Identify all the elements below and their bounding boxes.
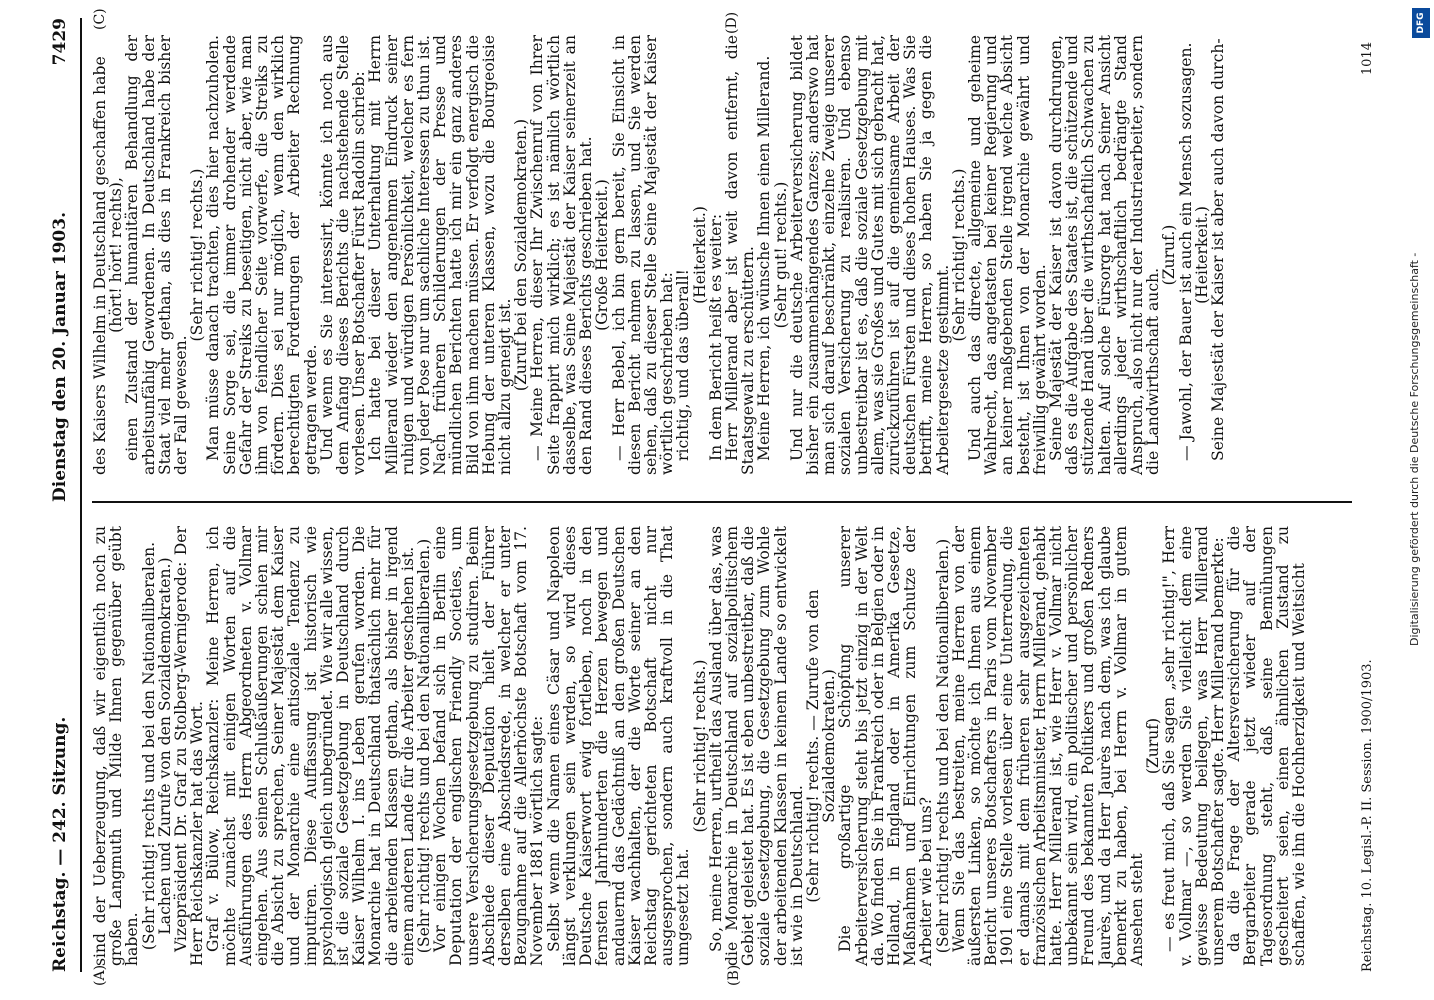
margin-marker-b: (B) <box>726 964 742 986</box>
quotation: Selbst wenn die Namen eines Cäsar und Napoleon längst verklungen sein werden, so wird dieses Deutsche Kaiserwort ewig fortleben, noch in den fernsten Jahrhunderten die Herzen bewegen und andauernd das Gedächtniß an den großen Deutschen Kaiser wachhalten, der die Worte seiner an den Reichstag gerichteten Botschaft nicht nur ausgesprochen, sondern auch kraftvoll in die That umgesetzt hat. <box>544 526 693 966</box>
right-column <box>92 35 1226 475</box>
interjection: (hört! hört! rechts), <box>107 177 126 333</box>
paragraph: Seine Majestät der Kaiser ist aber auch davon durch- <box>1209 38 1228 461</box>
quotation: Ich hatte bei dieser Unterhaltung mit Herrn Millerand wieder den angenehmen Eindruck seiner ruhigen und würdigen Persönlichkeit, welcher es fern von jeder Pose nur um sachliche Interessen zu thun ist. Nach früheren Schilderungen der Presse und mündlichen Berichten hatte ich mir ein ganz anderes Bild von ihm machen müssen. Er verfolgt energisch die Hebung der unteren Klassen, wozu die Bourgeoisie nicht allzu geneigt ist. <box>366 35 515 475</box>
interjection: (Sehr richtig! rechts. — Zurufe von den Sozialdemokraten.) <box>803 589 839 903</box>
dfg-logo-text: DFG <box>1416 12 1426 34</box>
interjection: (Heiterkeit.) <box>690 206 709 304</box>
paragraph: — Meine Herren, dieser Ihr Zwischenruf von Ihrer Seite frappirt mich wirklich; es ist nämlich wörtlich dasselbe, was Seine Majestät der Kaiser seinerzeit an den Rand dieses Berichts geschrieben hat. <box>528 35 596 475</box>
interjection: (Sehr richtig! rechts.) <box>188 168 207 342</box>
interjection: (Zuruf) <box>1144 717 1163 775</box>
column-divider <box>92 501 1352 503</box>
paragraph: Vizepräsident Dr. Graf zu Stolberg-Wernigerode: Der Herr Reichskanzler hat das Wort. <box>172 526 207 966</box>
left-column <box>92 526 1307 966</box>
paragraph: So, meine Herren, urtheilt das Ausland über das, was die Monarchie in Deutschland auf sozialpolitischem Gebiet geleistet hat. Es ist eben unbestreitbar, daß die soziale Gesetzgebung, die Gesetzgebung zum Wohle der arbeitenden Klassen in keinem Lande so entwickelt ist wie in Deutschland. <box>706 526 806 966</box>
page-number: 7429 <box>50 18 70 66</box>
margin-marker-a: (A) <box>92 964 108 986</box>
interjection: (Zuruf bei den Sozialdemokraten.) <box>512 118 531 392</box>
paragraph: Vor einigen Wochen befand sich in Berlin eine Deputation der englischen Friendly Societies, um unsere Versicherungsgesetzgebung zu studiren. Beim Abschiede dieser Deputation hielt der Führer derselben eine Abschiedsrede, in welcher er unter Bezugnahme auf die Allerhöchste Botschaft vom 17. November 1881 wörtlich sagte: <box>431 526 547 966</box>
page-header <box>40 18 82 972</box>
paragraph: Seine Majestät der Kaiser ist davon durchdrungen, daß es die Aufgabe des Staates ist, die schützende und stützende Hand über die wirthschaftlich Schwachen zu halten. Auf solche Fürsorge hat nach Seiner Ansicht allerdings jeder wirthschaftlich bedrängte Stand Anspruch, also nicht nur der Industriearbeiter, sondern die Landwirthschaft auch. <box>1046 35 1163 475</box>
paragraph: Meine Herren, ich wünsche Ihnen einen Millerand. <box>755 55 774 461</box>
paragraph: sind der Ueberzeugung, daß wir eigentlich noch zu große Langmuth und Milde Ihnen gegenüber geübt haben. <box>91 526 142 966</box>
quotation: Herr Millerand aber ist weit davon entfernt, die Staatsgewalt zu erschüttern. <box>722 35 758 475</box>
paragraph: Wenn Sie das bestreiten, meine Herren von der äußersten Linken, so möchte ich Ihnen aus einem Bericht unseres Botschafters in Paris vom November 1901 eine Stelle vorlesen über eine Unterredung, die er damals mit dem früheren sehr ausgezeichneten französischen Arbeitsminister, Herrn Millerand, gehabt hatte. Herr Millerand ist, wie Herr v. Vollmar nicht unbekannt sein wird, ein politischer und persönlicher Freund des bekannten Politikers und großen Redners Jaurès, und da Herr Jaurès nach dem, was ich glaube bemerkt zu haben, bei Herrn v. Vollmar in gutem Ansehen steht <box>949 526 1146 966</box>
footer-sheet-number: 1014 <box>1360 42 1375 76</box>
quotation: einen Zustand der humanitären Behandlung der arbeitsunfähig Gewordenen. In Deutschland habe der Staat viel mehr gethan, als dies in Frankreich bisher der Fall gewesen. <box>123 35 191 475</box>
footer-session: Reichstag. 10. Legisl.-P. II. Session. 1900/1903. <box>1360 659 1375 972</box>
interjection: (Sehr gut! rechts.) <box>771 181 790 329</box>
interjection: (Sehr richtig! rechts.) <box>690 659 709 833</box>
digitization-watermark <box>1404 6 1426 646</box>
interjection: (Sehr richtig! rechts und bei den Nationalliberalen. Lachen und Zurufe von den Sozialdemokraten.) <box>139 541 174 951</box>
page-footer <box>1360 18 1382 972</box>
paragraph: — Herr Bebel, ich bin gern bereit, Sie Einsicht in diesen Bericht nehmen zu lassen, und Sie werden sehen, daß zu dieser Stelle Seine Majestät der Kaiser wörtlich geschrieben hat: <box>609 35 677 475</box>
paragraph: Und auch das directe, allgemeine und geheime Wahlrecht, das angetasten bei keiner Regierung und an keiner maßgebenden Stelle irgend welche Absicht besteht, ist Ihnen von der Monarchie gewährt und freiwillig gewährt worden. <box>965 35 1049 475</box>
paragraph: In dem Bericht heißt es weiter: <box>706 213 725 461</box>
interjection: (Sehr richtig! rechts und bei den Nationalliberalen.) <box>415 538 434 954</box>
paragraph: Und nur die deutsche Arbeiterversicherung bildet bisher ein zusammenhängendes Ganzes; anderswo hat man sich darauf beschränkt, einzelne Zweige unserer sozialen Versicherung zu realisiren. Und ebenso unbestreitbar ist es, daß die soziale Gesetzgebung mit allem, was sie Großes und Gutes mit sich gebracht hat, zurückzuführen ist auf die gemeinsame Arbeit der deutschen Fürsten und dieses hohen Hauses. Was Sie betrifft, meine Herren, so haben Sie ja gegen die Arbeitergesetze gestimmt. <box>787 35 952 475</box>
interjection: (Sehr richtig! rechts.) <box>949 168 968 342</box>
header-date: Dienstag den 20. Januar 1903. <box>50 212 70 502</box>
interjection: (Zuruf.) <box>1160 224 1179 286</box>
paragraph: Und wenn es Sie interessirt, könnte ich noch aus dem Anfang dieses Berichts die nachstehende Stelle vorlesen. Unser Botschafter Fürst Radolin schrieb: <box>317 35 369 475</box>
interjection: (Sehr richtig! rechts und bei den Nationalliberalen.) <box>933 538 952 954</box>
paragraph: — Jawohl, der Bauer ist auch ein Mensch sozusagen. <box>1176 42 1195 461</box>
quotation: richtig, und das überall! <box>674 269 693 461</box>
paragraph: Die großartige Schöpfung unserer Arbeiterversicherung steht bis jetzt einzig in der Welt da. Wo finden Sie in Frankreich oder in Belgien oder in Holland, in England oder in Amerika Gesetze, Maßnahmen und Einrichtungen zum Schutze der Arbeiter wie bei uns? <box>836 526 936 966</box>
quotation: da die Frage der Altersversicherung für die Bergarbeiter gerade jetzt wieder auf der Tagesordnung steht, daß seine Bemühungen gescheitert seien, einen ähnlichen Zustand zu schaffen, wie ihn die Hochherzigkeit und Weitsicht <box>1225 526 1309 966</box>
paragraph: — es freut mich, daß Sie sagen „sehr richtig!", Herr v. Vollmar —, so werden Sie vielleicht dem eine gewisse Bedeutung beilegen, was Herr Millerand unserem Botschafter sagte. Herr Millerand bemerkte: <box>1160 526 1228 966</box>
margin-marker-c: (C) <box>92 8 108 30</box>
margin-marker-d: (D) <box>724 11 740 34</box>
interjection: (Heiterkeit.) <box>1192 206 1211 304</box>
header-left: Reichstag. — 242. Sitzung. <box>50 716 70 972</box>
paragraph: des Kaisers Wilhelm in Deutschland geschaffen habe <box>91 56 109 475</box>
paragraph: Graf v. Bülow, Reichskanzler: Meine Herren, ich möchte zunächst mit einigen Worten auf die Ausführungen des Herrn Abgeordneten v. Vollmar eingehen. Aus seinen Schlußäußerungen schien mir die Absicht zu sprechen, Seiner Majestät dem Kaiser und der Monarchie eine antisoziale Tendenz zu imputiren. Diese Auffassung ist historisch wie psychologisch gleich unbegründet. Wie wir alle wissen, ist die soziale Gesetzgebung in Deutschland durch Kaiser Wilhelm I. ins Leben gerufen worden. Die Monarchie hat in Deutschland thatsächlich mehr für die arbeitenden Klassen gethan, als bisher in irgend einem anderen Lande für die Arbeiter geschehen ist. <box>204 526 417 966</box>
watermark-text: Digitalisierung gefördert durch die Deutsche Forschungsgemeinschaft - <box>1408 252 1421 646</box>
interjection: (Große Heiterkeit.) <box>593 179 612 331</box>
quotation: Man müsse danach trachten, dies hier nachzuholen. Seine Sorge sei, die immer drohender werdende Gefahr der Streiks zu beseitigen, nicht aber, wie man ihm von feindlicher Seite vorwerfe, die Streiks zu fördern. Dies sei nur möglich, wenn den wirklich berechtigten Forderungen der Arbeiter Rechnung getragen werde. <box>204 35 320 475</box>
